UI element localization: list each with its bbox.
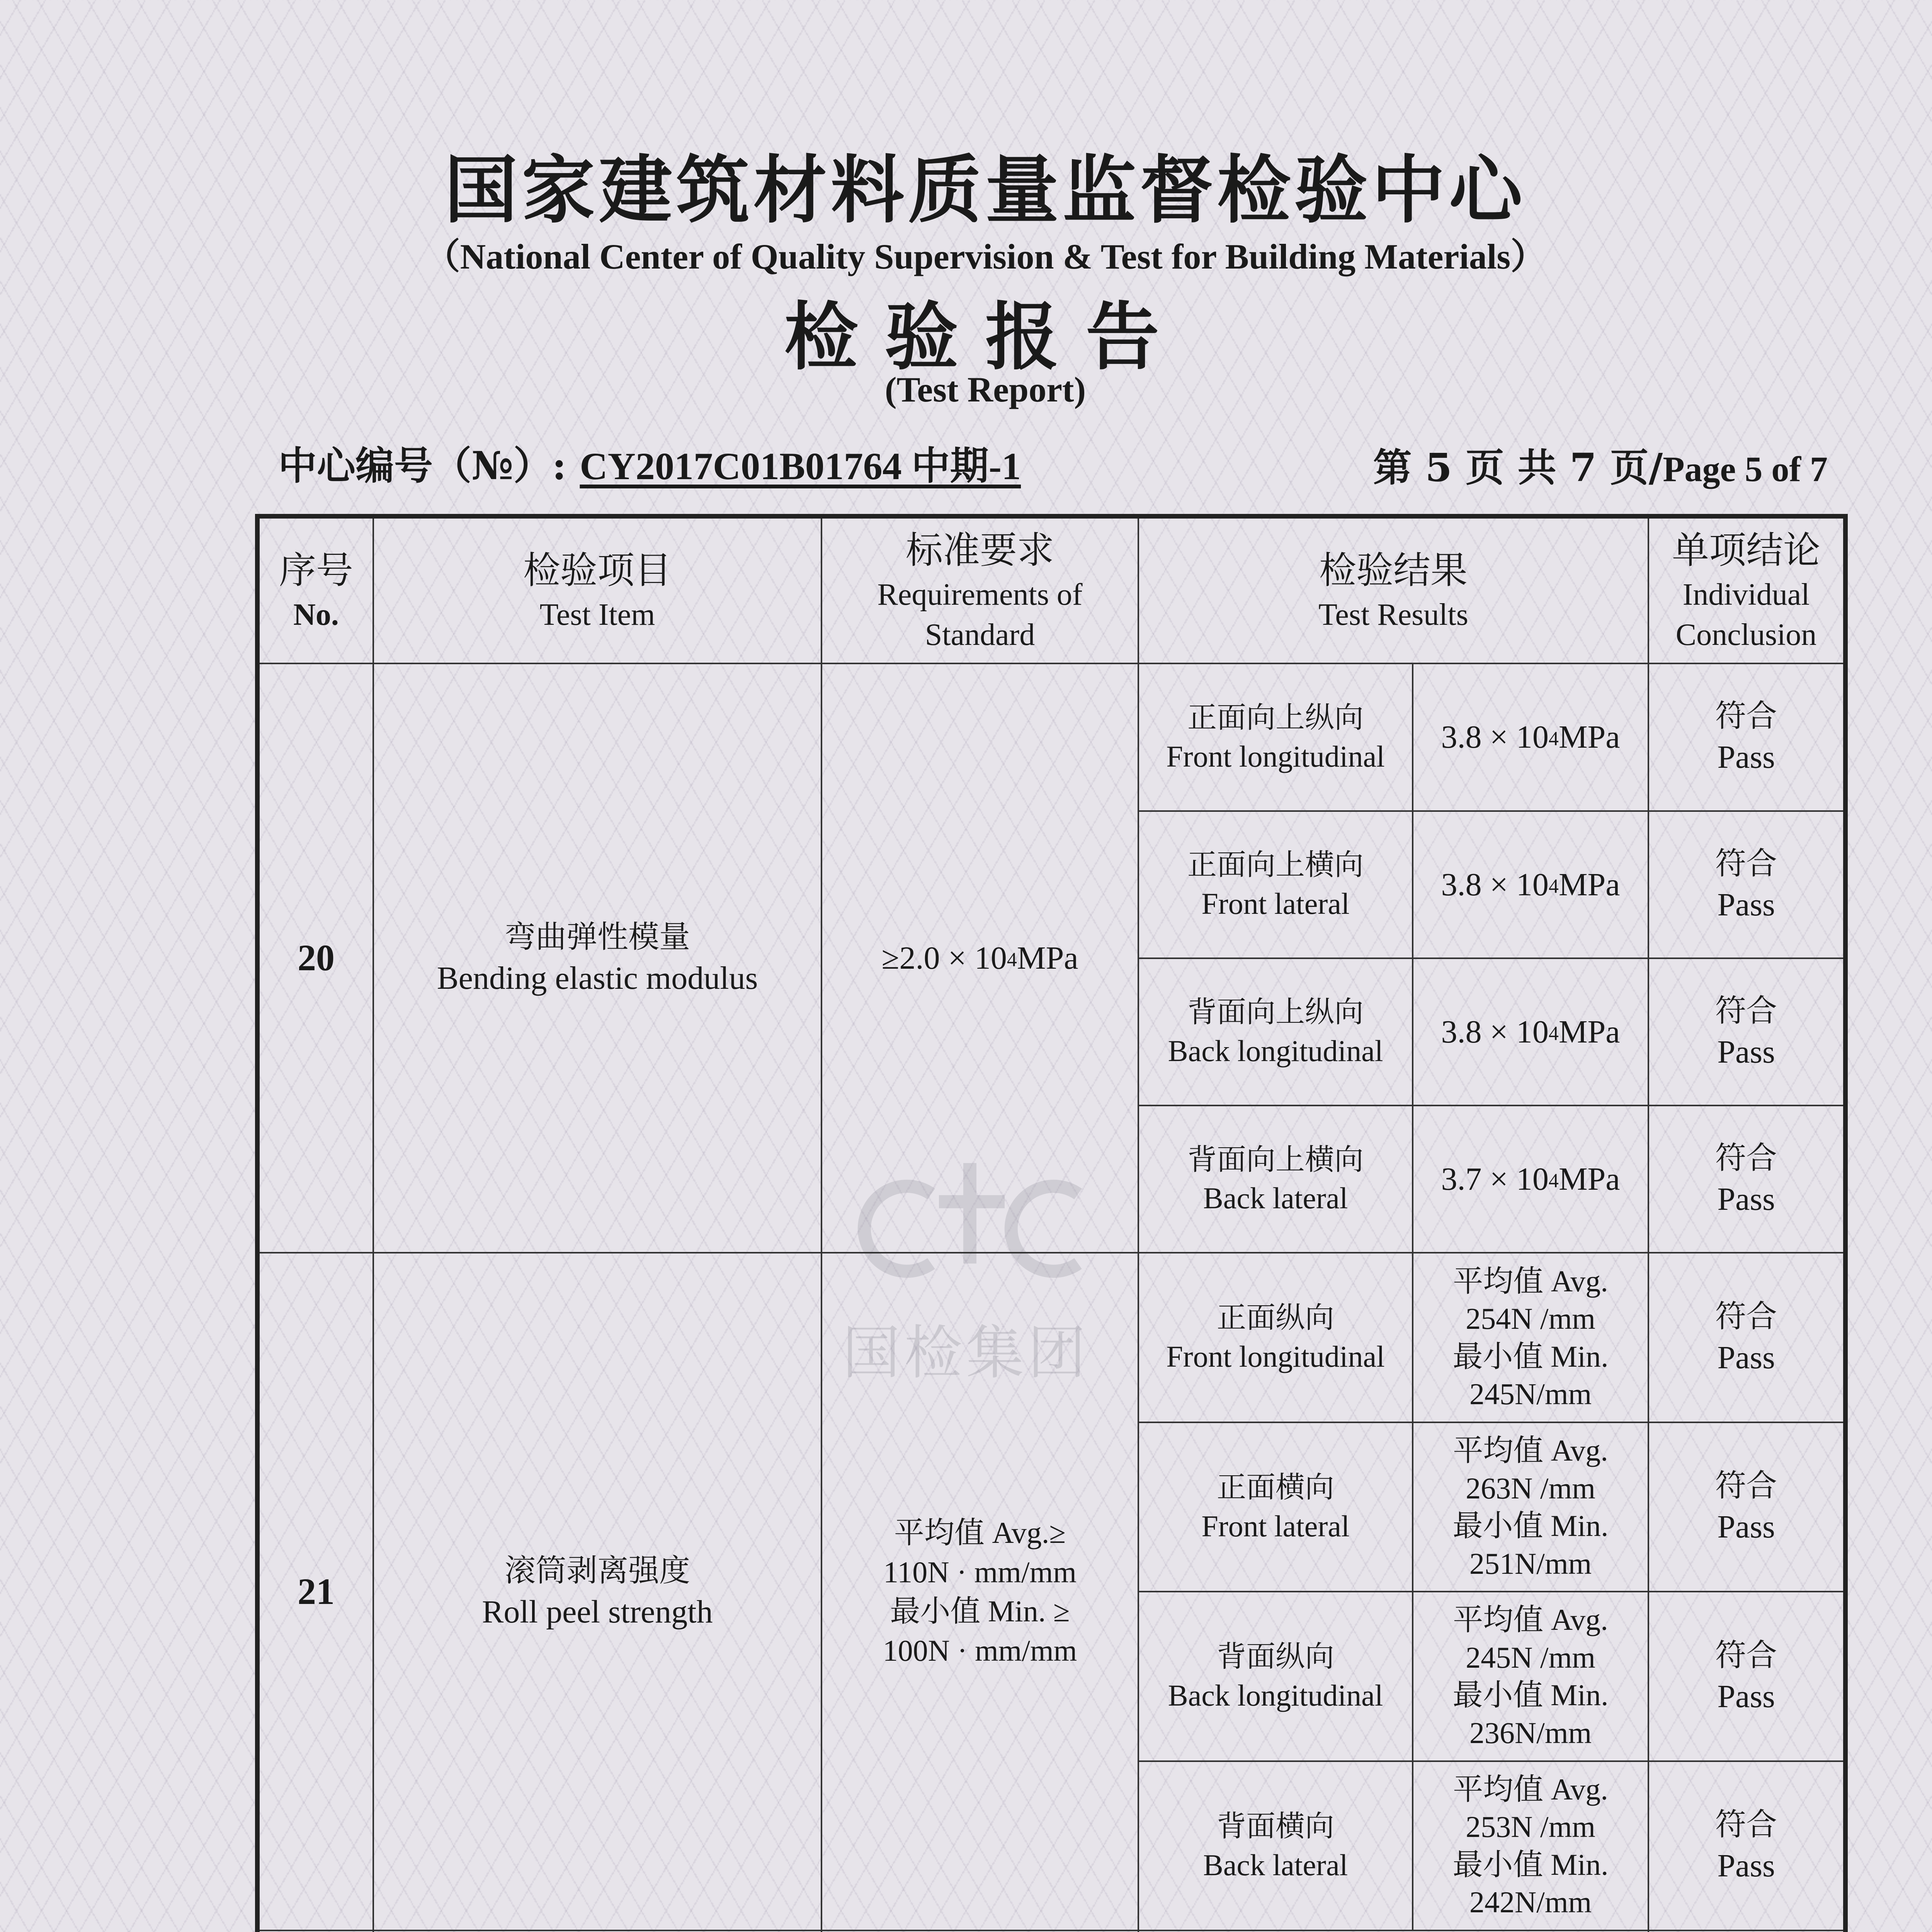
row20-direction-2: 正面向上横向 Front lateral — [1138, 811, 1413, 958]
row20-item: 弯曲弹性模量 Bending elastic modulus — [373, 663, 821, 1253]
center-title-cn: 国家建筑材料质量监督检验中心 — [444, 147, 1526, 233]
row21-direction-3: 背面纵向 Back longitudinal — [1138, 1592, 1413, 1761]
row22-no — [257, 1930, 373, 1932]
row20-value-1: $3.8 \times 10^4MPa$ — [1413, 663, 1648, 811]
table-row — [257, 1930, 1845, 1932]
row21-conclusion-2: 符合 Pass — [1648, 1422, 1845, 1592]
row20-value-2: $3.8 \times 10^4MPa$ — [1413, 811, 1648, 958]
header-conclusion: 单项结论 Individual Conclusion — [1648, 516, 1845, 663]
row20-conclusion-2: 符合 Pass — [1648, 811, 1845, 958]
table-header-row — [257, 516, 1845, 663]
row22-item — [373, 1930, 821, 1932]
report-title-en: (Test Report) — [884, 370, 1086, 409]
row20-direction-1: 正面向上纵向 Front longitudinal — [1138, 663, 1413, 811]
report-number — [278, 435, 1021, 490]
table-row — [257, 663, 1845, 811]
row21-value-4: 平均值 Avg. 253N /mm 最小值 Min. 242N/mm — [1413, 1761, 1648, 1930]
report-number-label: 中心编号（№）: — [278, 443, 580, 488]
row20-direction-4: 背面向上横向 Back lateral — [1138, 1105, 1413, 1253]
row21-requirement: 平均值 Avg.≥ 110N · mm/mm 最小值 Min. ≥ 100N · mm/mm — [821, 1253, 1138, 1930]
header-requirements: 标准要求 Requirements of Standard — [821, 516, 1138, 663]
row22-conclusion — [1648, 1930, 1845, 1932]
header-test-item: 检验项目 Test Item — [373, 516, 821, 663]
header-no: 序号 No. — [257, 516, 373, 663]
row20-value-4: $3.7 \times 10^4MPa$ — [1413, 1105, 1648, 1253]
row20-conclusion-1: 符合 Pass — [1648, 663, 1845, 811]
report-title-cn: 检验报告 — [784, 294, 1186, 380]
row21-value-2: 平均值 Avg. 263N /mm 最小值 Min. 251N/mm — [1413, 1422, 1648, 1592]
center-title-en: （National Center of Quality Supervision & Test for Building Materials） — [424, 237, 1546, 276]
test-results-table — [255, 514, 1848, 1932]
header-test-results: 检验结果 Test Results — [1138, 516, 1648, 663]
row21-direction-2: 正面横向 Front lateral — [1138, 1422, 1413, 1592]
row21-item: 滚筒剥离强度 Roll peel strength — [373, 1253, 821, 1930]
row20-requirement: $\ge 2.0 \times 10^4MPa$ — [821, 663, 1138, 1253]
row21-conclusion-3: 符合 Pass — [1648, 1592, 1845, 1761]
row20-no: 20 — [257, 663, 373, 1253]
table-row — [257, 1253, 1845, 1422]
row21-no: 21 — [257, 1253, 373, 1930]
page-indicator-en: Page 5 of 7 — [1663, 449, 1828, 489]
page-indicator — [1373, 437, 1828, 492]
row21-value-1: 平均值 Avg. 254N /mm 最小值 Min. 245N/mm — [1413, 1253, 1648, 1422]
page-indicator-cn: 第 5 页 共 7 页/ — [1373, 445, 1663, 490]
row21-direction-1: 正面纵向 Front longitudinal — [1138, 1253, 1413, 1422]
row21-direction-4: 背面横向 Back lateral — [1138, 1761, 1413, 1930]
row20-conclusion-3: 符合 Pass — [1648, 958, 1845, 1105]
row21-conclusion-1: 符合 Pass — [1648, 1253, 1845, 1422]
row22-result — [1138, 1930, 1648, 1932]
row21-conclusion-4: 符合 Pass — [1648, 1761, 1845, 1930]
row20-conclusion-4: 符合 Pass — [1648, 1105, 1845, 1253]
watermark-text: 国检集团 — [842, 1320, 1090, 1387]
report-number-value: CY2017C01B01764 中期-1 — [580, 445, 1021, 488]
red-stamp-edge-icon — [1928, 1430, 1932, 1708]
row20-value-3: $3.8 \times 10^4MPa$ — [1413, 958, 1648, 1105]
row21-value-3: 平均值 Avg. 245N /mm 最小值 Min. 236N/mm — [1413, 1592, 1648, 1761]
row22-requirement — [821, 1930, 1138, 1932]
row20-direction-3: 背面向上纵向 Back longitudinal — [1138, 958, 1413, 1105]
